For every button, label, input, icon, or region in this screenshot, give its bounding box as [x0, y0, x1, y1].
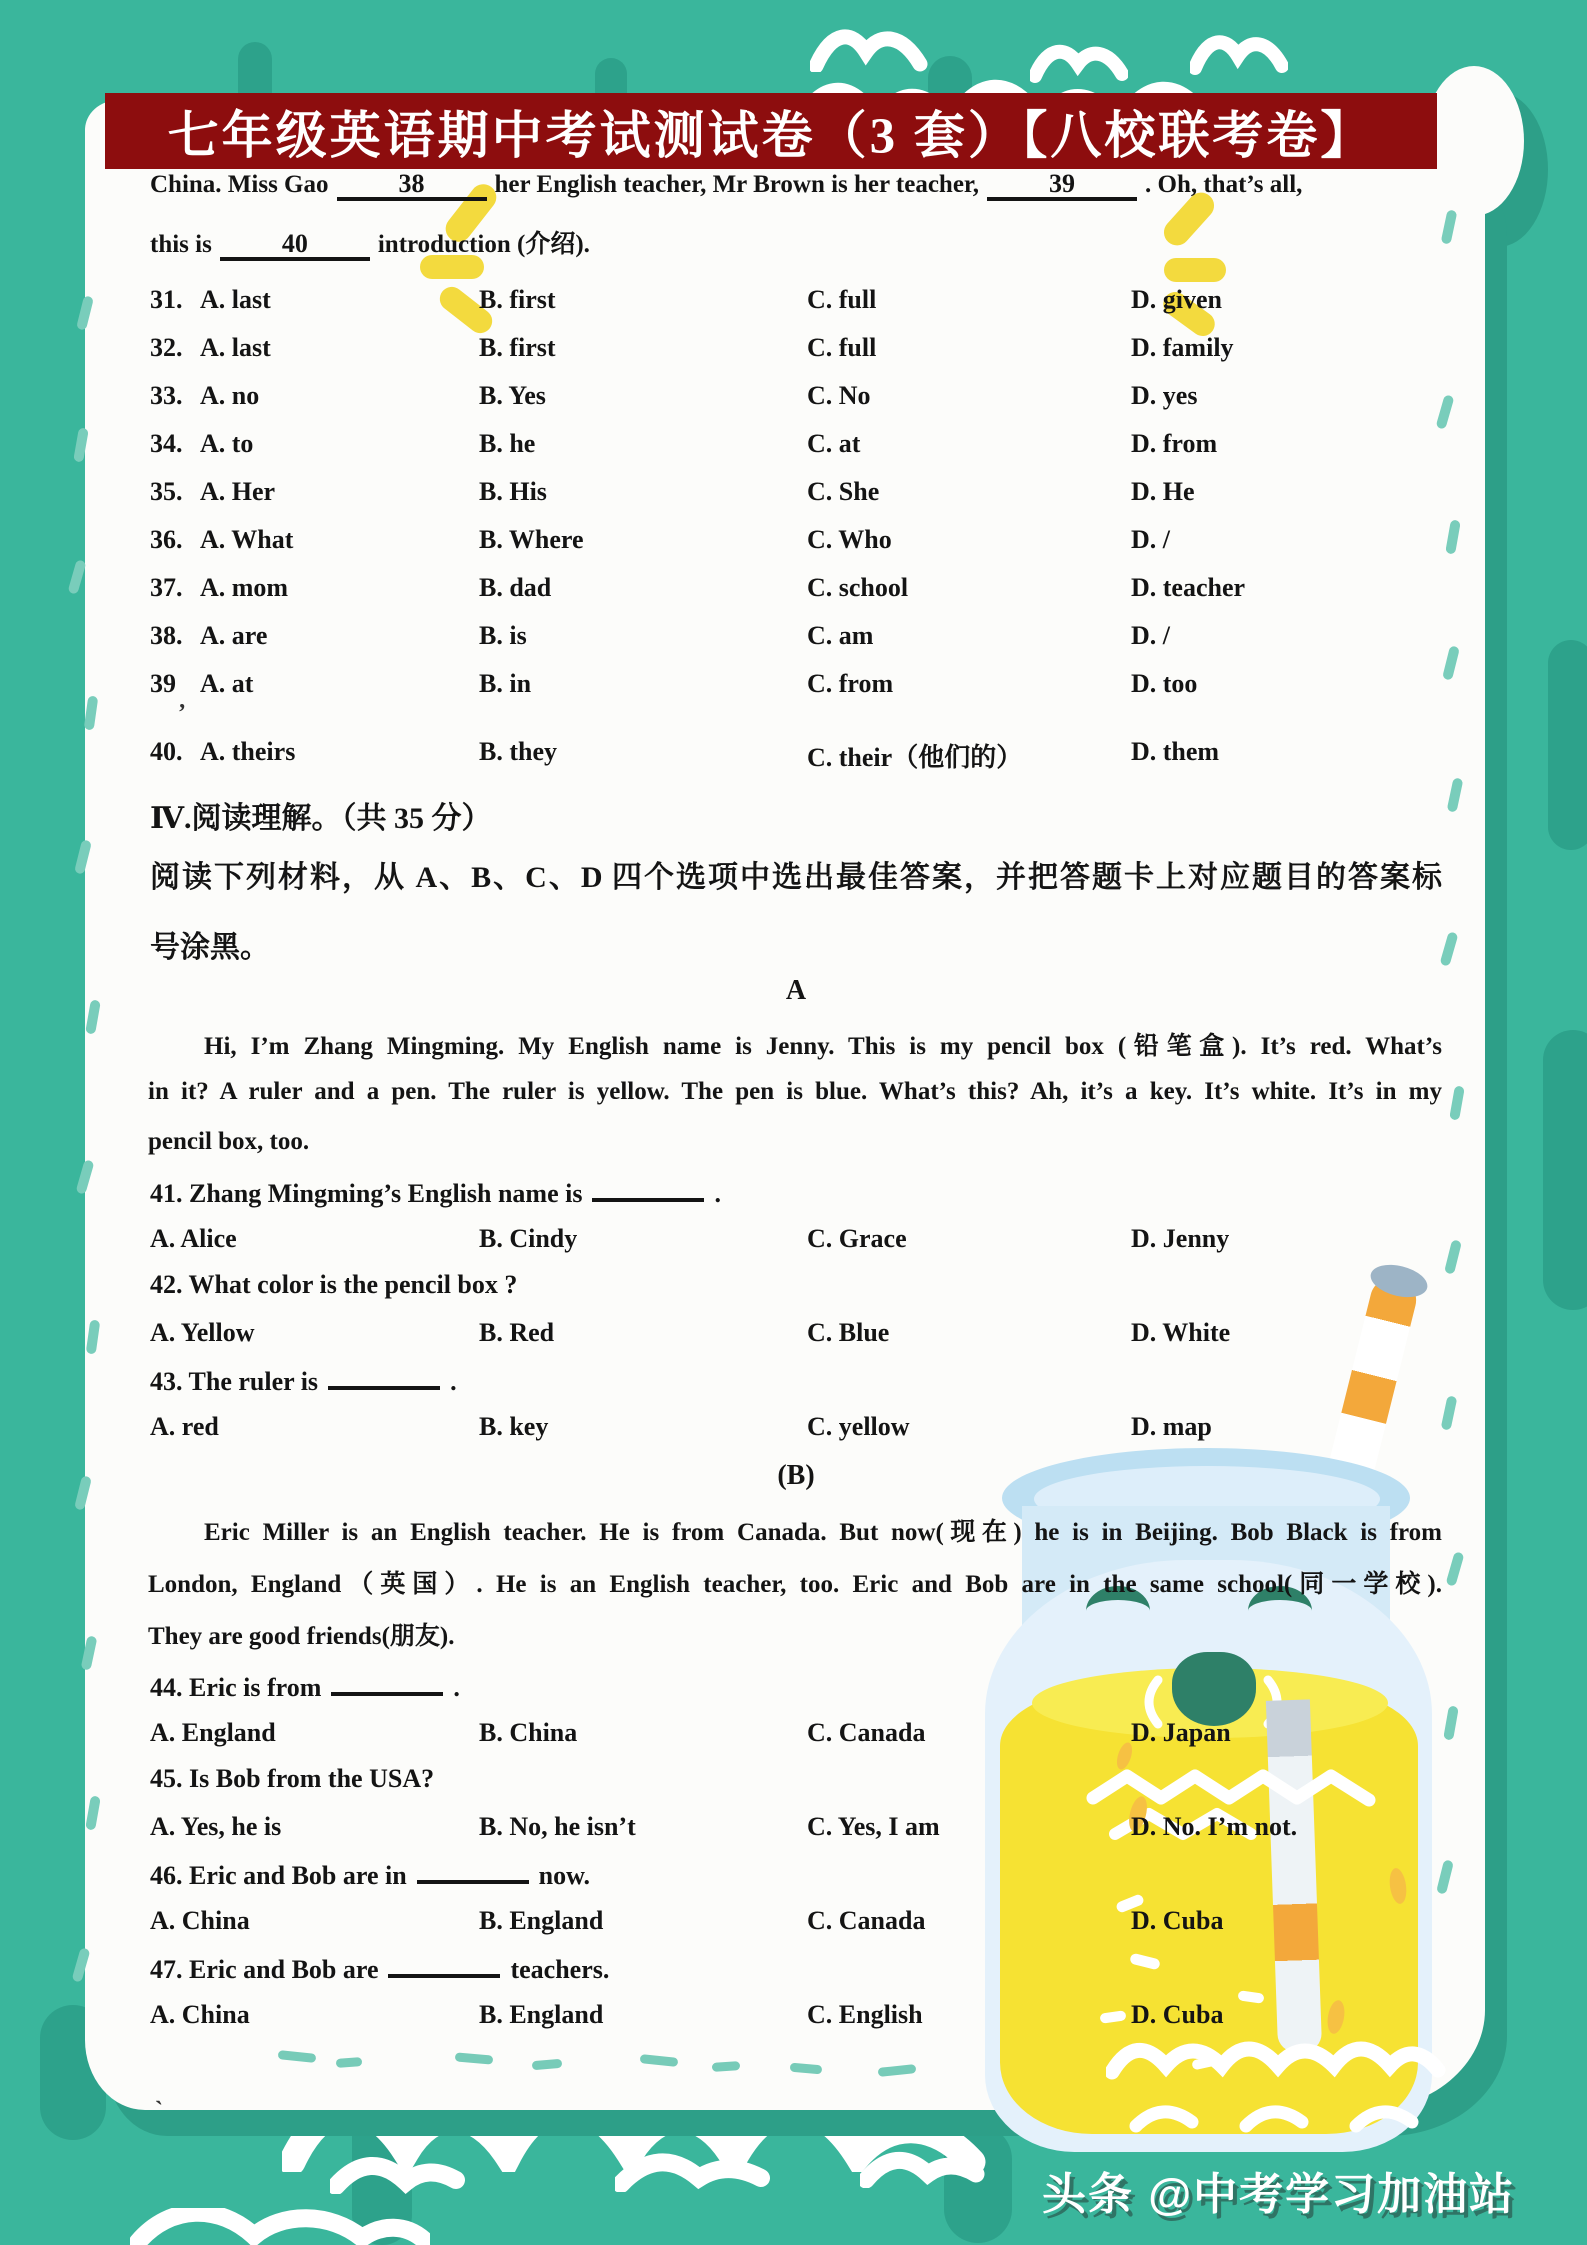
page-title: 七年级英语期中考试测试卷（3 套）【八校联考卷】: [167, 109, 1375, 165]
option-c: C. school: [807, 573, 909, 602]
option-a: [150, 381, 479, 411]
option-a-label: A. no: [200, 381, 260, 410]
question-42-options: [150, 1318, 1450, 1348]
option-d: D. yes: [1131, 381, 1198, 410]
option-a: [150, 669, 479, 699]
option-a: A. Yellow: [150, 1318, 255, 1347]
cloze-row-35: [150, 477, 1450, 507]
cloze-row-31: [150, 285, 1450, 315]
option-a-label: A. at: [200, 669, 254, 698]
answer-blank: [388, 1952, 500, 1978]
option-a: [150, 477, 479, 507]
option-c: C. Yes, I am: [807, 1812, 940, 1841]
option-a-label: A. What: [200, 525, 294, 554]
stem-text: 44. Eric is from: [150, 1673, 322, 1702]
question-number: 40.: [150, 737, 183, 766]
section-header: Ⅳ.阅读理解。（共 35 分）: [150, 802, 492, 835]
question-43-stem: [150, 1364, 457, 1397]
instruction-line: 号涂黑。: [150, 931, 270, 964]
option-c: C. Canada: [807, 1906, 926, 1935]
question-41-options: [150, 1224, 1450, 1254]
passage-a-line: pencil box, too.: [148, 1128, 310, 1155]
question-number: 35.: [150, 477, 183, 506]
passage-b-line: They are good friends(朋友).: [148, 1623, 455, 1650]
option-d: D. Jenny: [1131, 1224, 1230, 1253]
stem-text: 46. Eric and Bob are in: [150, 1861, 407, 1890]
part-b-label: (B): [777, 1460, 815, 1491]
option-a-label: A. last: [200, 285, 271, 314]
option-d: D. teacher: [1131, 573, 1246, 602]
option-b: B. he: [479, 429, 536, 458]
question-number: 34.: [150, 429, 183, 458]
option-c: C. Who: [807, 525, 892, 554]
option-d: D. White: [1131, 1318, 1231, 1347]
option-a: A. red: [150, 1412, 219, 1441]
cloze-line1-post: . Oh, that’s all,: [1145, 171, 1303, 198]
option-a-label: A. last: [200, 333, 271, 362]
question-number: 37.: [150, 573, 183, 602]
stem-text: 43. The ruler is: [150, 1367, 319, 1396]
option-b: B. England: [479, 1906, 604, 1935]
question-44-options: [150, 1718, 1450, 1748]
option-b: B. No, he isn’t: [479, 1812, 636, 1841]
stem-text: now.: [538, 1861, 590, 1890]
cloze-row-36: [150, 525, 1450, 555]
option-d: D. /: [1131, 621, 1170, 650]
answer-blank: [592, 1176, 704, 1202]
option-c: C. at: [807, 429, 861, 458]
option-a: [150, 429, 479, 459]
answer-blank: [331, 1670, 443, 1696]
stray-mark: `: [155, 2098, 163, 2124]
option-c: C. their（他们的）: [807, 743, 1023, 772]
option-a: A. China: [150, 1906, 250, 1935]
option-b: B. England: [479, 2000, 604, 2029]
option-a-label: A. mom: [200, 573, 289, 602]
option-c: C. am: [807, 621, 874, 650]
option-a: [150, 285, 479, 315]
option-d: D. them: [1131, 737, 1220, 766]
question-number: 36.: [150, 525, 183, 554]
option-a: [150, 573, 479, 603]
option-b: B. in: [479, 669, 532, 698]
option-d: D. Japan: [1131, 1718, 1231, 1747]
cloze-blank-39: 39: [987, 170, 1137, 201]
cloze-row-33: [150, 381, 1450, 411]
option-a-label: A. are: [200, 621, 268, 650]
option-b: B. Red: [479, 1318, 555, 1347]
question-number: 33.: [150, 381, 183, 410]
watermark: 头条 @中考学习加油站: [1042, 2170, 1516, 2219]
question-number: 31.: [150, 285, 183, 314]
cloze-text-line: [150, 170, 1442, 201]
option-c: C. Grace: [807, 1224, 907, 1253]
passage-b-line: London, England（英国）. He is an English teacher, too. Eric and Bob are in the same school(同一学校).: [148, 1571, 1442, 1598]
option-b: B. Cindy: [479, 1224, 578, 1253]
stem-text: .: [714, 1179, 721, 1208]
question-44-stem: [150, 1670, 460, 1703]
cloze-row-40: [150, 737, 1450, 774]
option-b: B. His: [479, 477, 547, 506]
cloze-row-32: [150, 333, 1450, 363]
title-banner: [105, 93, 1437, 169]
option-b: B. they: [479, 737, 557, 766]
option-d: D. family: [1131, 333, 1234, 362]
passage-a-line: in it? A ruler and a pen. The ruler is yellow. The pen is blue. What’s this? Ah, it’s a key. It’s white. It’s in my: [148, 1078, 1442, 1105]
stem-text: 47. Eric and Bob are: [150, 1955, 379, 1984]
option-c: C. yellow: [807, 1412, 910, 1441]
option-c: C. No: [807, 381, 871, 410]
option-b: B. Where: [479, 525, 584, 554]
stem-text: .: [453, 1673, 460, 1702]
option-b: B. is: [479, 621, 527, 650]
option-d: D. Cuba: [1131, 2000, 1224, 2029]
question-number: 32.: [150, 333, 183, 362]
stem-text: teachers.: [510, 1955, 610, 1984]
option-c: C. Canada: [807, 1718, 926, 1747]
answer-blank: [328, 1364, 440, 1390]
option-b: B. dad: [479, 573, 552, 602]
option-a: [150, 333, 479, 363]
question-47-options: [150, 2000, 1450, 2030]
cloze-text-line: [150, 224, 1442, 261]
question-number: 38.: [150, 621, 183, 650]
stem-text: 45. Is Bob from the USA?: [150, 1764, 435, 1793]
cloze-row-37: [150, 573, 1450, 603]
cloze-row-38: [150, 621, 1450, 651]
option-d: D. from: [1131, 429, 1218, 458]
option-a: A. China: [150, 2000, 250, 2029]
cloze-row-39: [150, 669, 1450, 699]
option-d: D. given: [1131, 285, 1222, 314]
option-c: C. full: [807, 333, 877, 362]
option-a: [150, 525, 479, 555]
question-41-stem: [150, 1176, 721, 1209]
cloze-line2-post: introduction (介绍).: [377, 231, 590, 258]
option-b: B. Yes: [479, 381, 546, 410]
option-b: B. key: [479, 1412, 549, 1441]
option-a: A. Yes, he is: [150, 1812, 282, 1841]
question-46-stem: [150, 1858, 590, 1891]
passage-b-line: Eric Miller is an English teacher. He is from Canada. But now(现在) he is in Beijing. Bob Black is from: [204, 1519, 1442, 1546]
option-d: D. /: [1131, 525, 1170, 554]
option-a: [150, 621, 479, 651]
stem-text: 42. What color is the pencil box ?: [150, 1270, 518, 1299]
passage-a-line: Hi, I’m Zhang Mingming. My English name is Jenny. This is my pencil box (铅笔盒). It’s red. What’s: [204, 1033, 1442, 1060]
option-c: C. She: [807, 477, 880, 506]
cloze-blank-40: 40: [220, 230, 370, 261]
option-d: D. Cuba: [1131, 1906, 1224, 1935]
option-d: D. He: [1131, 477, 1195, 506]
answer-blank: [417, 1858, 529, 1884]
question-47-stem: [150, 1952, 609, 1985]
question-43-options: [150, 1412, 1450, 1442]
cloze-line2-pre: this is: [150, 231, 212, 258]
option-a-label: A. Her: [200, 477, 276, 506]
option-d: D. No. I’m not.: [1131, 1812, 1298, 1841]
option-d: D. too: [1131, 669, 1198, 698]
cloze-row-34: [150, 429, 1450, 459]
option-b: B. first: [479, 333, 556, 362]
option-d: D. map: [1131, 1412, 1212, 1441]
question-45-stem: [150, 1764, 434, 1794]
option-c: C. Blue: [807, 1318, 890, 1347]
question-number: 39: [150, 669, 176, 698]
part-a-label: A: [785, 975, 807, 1006]
stray-mark: ’: [178, 700, 186, 726]
cloze-line1-pre: China. Miss Gao: [150, 171, 329, 198]
option-a: [150, 737, 479, 774]
question-42-stem: [150, 1270, 517, 1300]
option-a-label: A. theirs: [200, 737, 296, 766]
option-c: C. from: [807, 669, 894, 698]
instruction-line: 阅读下列材料，从 A、B、C、D 四个选项中选出最佳答案，并把答题卡上对应题目的答案标: [150, 861, 1442, 894]
option-b: B. first: [479, 285, 556, 314]
stem-text: 41. Zhang Mingming’s English name is: [150, 1179, 583, 1208]
option-c: C. full: [807, 285, 877, 314]
option-a: A. England: [150, 1718, 276, 1747]
stem-text: .: [450, 1367, 457, 1396]
option-a-label: A. to: [200, 429, 254, 458]
cloze-line1-mid: her English teacher, Mr Brown is her teacher,: [494, 171, 979, 198]
option-a: A. Alice: [150, 1224, 237, 1253]
question-46-options: [150, 1906, 1450, 1936]
option-b: B. China: [479, 1718, 578, 1747]
option-c: C. English: [807, 2000, 923, 2029]
question-45-options: [150, 1812, 1450, 1842]
cloze-blank-38: 38: [337, 170, 487, 201]
